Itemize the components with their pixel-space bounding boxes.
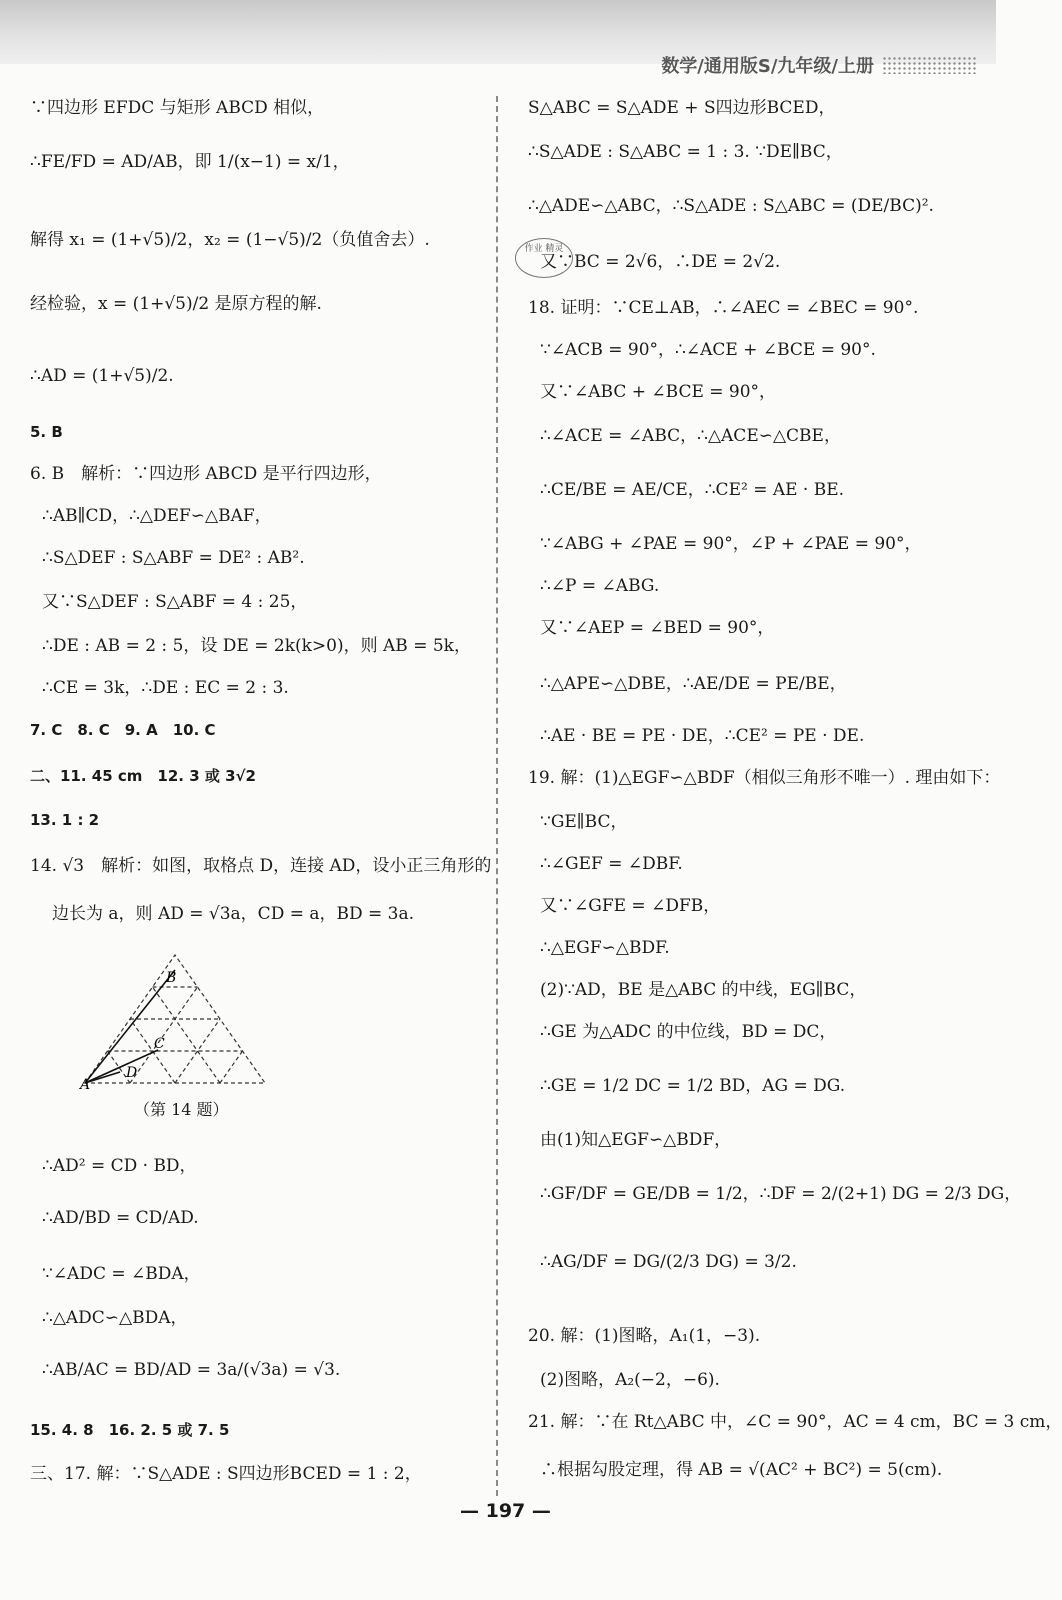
header-title: 数学/通用版S/九年级/上册 [661,56,874,77]
right-line: 19. 解：(1)△EGF∽△BDF（相似三角形不唯一）. 理由如下： [528,768,1001,788]
triangle-grid-figure [80,950,270,1093]
left-line: 边长为 a，则 AD = √3a，CD = a，BD = 3a. [52,904,415,924]
left-line: ∴FE/FD = AD/AB，即 1/(x−1) = x/1， [30,152,350,172]
left-line: 7. C 8. C 9. A 10. C [30,721,216,739]
right-line: ∴△APE∽△DBE，∴AE/DE = PE/BE， [540,674,847,694]
right-line: ∴GE = 1/2 DC = 1/2 BD，AG = DG. [540,1076,846,1096]
right-line: ∴GF/DF = GE/DB = 1/2，∴DF = 2/(2+1) DG = 2/3 DG， [540,1184,1022,1204]
right-line: 21. 解：∵在 Rt△ABC 中，∠C = 90°，AC = 4 cm，BC = 3 cm， [528,1412,1062,1432]
left-line: ∴S△DEF : S△ABF = DE² : AB². [42,548,305,568]
right-line: ∴∠ACE = ∠ABC，∴△ACE∽△CBE， [540,426,841,446]
left-line: ∴AB/AC = BD/AD = 3a/(√3a) = √3. [42,1360,341,1380]
right-line: ∴AG/DF = DG/(2/3 DG) = 3/2. [540,1252,797,1272]
right-line: ∴∠GEF = ∠DBF. [540,854,683,874]
left-line: ∵四边形 EFDC 与矩形 ABCD 相似， [30,98,325,118]
label-B: B [166,970,177,986]
left-line: ∴DE : AB = 2 : 5，设 DE = 2k(k>0)，则 AB = 5k， [42,636,471,656]
left-line: ∴CE = 3k，∴DE : EC = 2 : 3. [42,678,289,698]
right-line: (2)∵AD，BE 是△ABC 的中线，EG∥BC， [540,980,867,1000]
left-line: 经检验，x = (1+√5)/2 是原方程的解. [30,294,322,314]
left-line: ∴AD² = CD · BD， [42,1156,197,1176]
right-line: ∴AE · BE = PE · DE，∴CE² = PE · DE. [540,726,865,746]
right-line: 又∵∠AEP = ∠BED = 90°， [540,618,775,638]
right-line: 20. 解：(1)图略，A₁(1，−3). [528,1326,761,1346]
label-C: C [154,1036,165,1052]
left-line: 5. B [30,423,63,441]
left-line: 14. √3 解析：如图，取格点 D，连接 AD，设小正三角形的 [30,856,492,876]
right-line: ∴△ADE∽△ABC，∴S△ADE : S△ABC = (DE/BC)². [528,196,934,216]
left-line: 又∵S△DEF : S△ABF = 4 : 25， [42,592,308,612]
right-line: ∵∠ACB = 90°，∴∠ACE + ∠BCE = 90°. [540,340,876,360]
left-line: 15. 4. 8 16. 2. 5 或 7. 5 [30,1421,230,1439]
label-D: D [126,1065,138,1081]
left-line: 6. B 解析：∵四边形 ABCD 是平行四边形， [30,464,382,484]
left-line: ∵∠ADC = ∠BDA， [42,1264,201,1284]
left-line: 13. 1 : 2 [30,811,100,829]
right-line: (2)图略，A₂(−2，−6). [540,1370,720,1390]
right-line: ∵GE∥BC， [540,812,628,832]
right-line: ∴GE 为△ADC 的中位线，BD = DC， [540,1022,837,1042]
header-dot-pattern [882,56,978,74]
left-line: 解得 x₁ = (1+√5)/2，x₂ = (1−√5)/2（负值舍去）. [30,230,430,250]
left-line: ∴AD/BD = CD/AD. [42,1208,199,1228]
right-line: 18. 证明：∵CE⊥AB，∴∠AEC = ∠BEC = 90°. [528,298,919,318]
right-line: ∴S△ADE : S△ABC = 1 : 3. ∵DE∥BC， [528,142,843,162]
right-line: S△ABC = S△ADE + S四边形BCED， [528,98,836,118]
figure-caption: （第 14 题） [134,1100,229,1119]
label-A: A [80,1077,91,1093]
right-line: ∴CE/BE = AE/CE，∴CE² = AE · BE. [540,480,845,500]
left-line: ∴AB∥CD，∴△DEF∽△BAF， [42,506,272,526]
left-line: ∴AD = (1+√5)/2. [30,366,174,386]
left-line: 二、11. 45 cm 12. 3 或 3√2 [30,767,256,785]
page-number: — 197 — [460,1500,551,1522]
right-line: ∴根据勾股定理，得 AB = √(AC² + BC²) = 5(cm). [540,1460,943,1480]
right-line: 又∵∠GFE = ∠DFB， [540,896,721,916]
left-line: ∴△ADC∽△BDA， [42,1308,188,1328]
right-line: ∴△EGF∽△BDF. [540,938,670,958]
right-line: 又∵∠ABC + ∠BCE = 90°， [540,382,777,402]
right-line: 由(1)知△EGF∽△BDF， [540,1130,732,1150]
right-line: ∵∠ABG + ∠PAE = 90°，∠P + ∠PAE = 90°， [540,534,922,554]
column-divider [496,96,498,1496]
right-line: ∴∠P = ∠ABG. [540,576,660,596]
page-header [661,52,978,78]
left-line: 三、17. 解：∵S△ADE : S四边形BCED = 1 : 2， [30,1464,422,1484]
stamp-seal: 作业 精灵 [515,238,573,278]
right-line: 又∵BC = 2√6，∴DE = 2√2. [540,252,781,272]
